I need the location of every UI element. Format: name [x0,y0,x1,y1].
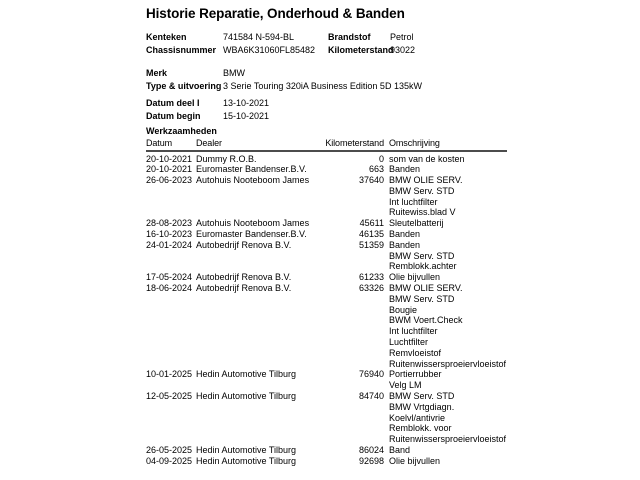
table-row [146,164,507,175]
row-km: 63326 [358,283,384,294]
table-row [146,391,507,445]
row-descriptions [384,164,507,175]
row-descriptions [384,456,507,467]
table-row [146,445,507,456]
description-line: som van de kosten [389,153,465,164]
description-line: BWM Voert.Check [389,315,463,326]
report-content [146,0,636,467]
row-date: 16-10-2023 [146,229,193,240]
table-row [146,218,507,229]
row-dealer: Hedin Automotive Tilburg [196,445,297,456]
description-line: BMW Serv. STD [389,185,455,196]
type-value: 3 Serie Touring 320iA Business Edition 5D 135kW [223,81,422,91]
row-descriptions [384,445,507,456]
description-line: Ruitewiss.blad V [389,207,456,218]
description-line: Sleutelbatterij [389,218,444,229]
row-dealer: Autobedrijf Renova B.V. [196,283,292,294]
row-descriptions [384,240,507,272]
row-date: 04-09-2025 [146,455,193,466]
description-line: Remblokk.achter [389,261,457,272]
row-date: 26-06-2023 [146,175,193,186]
row-dealer: Autohuis Nooteboom James [196,218,310,229]
description-line: Koelvl/antivrie [389,412,446,423]
description-line: Int luchtfilter [389,326,438,337]
row-date: 18-06-2024 [146,283,193,294]
table-row [146,369,507,391]
description-line: Olie bijvullen [389,272,441,283]
dates-section [146,97,636,123]
description-line: Olie bijvullen [389,455,441,466]
row-date: 20-10-2021 [146,164,193,175]
row-km: 51359 [358,239,384,250]
chassisnummer-label: Chassisnummer [146,45,217,55]
row-date: 24-01-2024 [146,239,193,250]
description-line: BMW OLIE SERV. [389,283,463,294]
row-date: 12-05-2025 [146,391,193,402]
description-line: BMW Serv. STD [389,293,455,304]
row-km: 37640 [358,175,384,186]
werkzaamheden-title: Werkzaamheden [146,126,217,136]
kilometerstand-value: 93022 [390,45,416,55]
table-row [146,272,507,283]
kenteken-value: 741584 N-594-BL [223,32,295,42]
row-dealer: Hedin Automotive Tilburg [196,369,297,380]
row-descriptions [384,154,507,165]
table-row [146,283,507,369]
description-line: Ruitenwissersproeiervloeistof [389,358,507,369]
table-row [146,240,507,272]
row-descriptions [384,175,507,218]
datum-deel-label: Datum deel I [146,98,200,108]
chassisnummer-value: WBA6K31060FL85482 [223,45,316,55]
row-km: 46135 [358,229,384,240]
work-table-body [146,154,507,467]
row-date: 17-05-2024 [146,272,193,283]
kilometerstand-label: Kilometerstand [328,45,394,55]
row-dealer: Dummy R.O.B. [196,153,257,164]
description-line: BMW OLIE SERV. [389,175,463,186]
description-line: Banden [389,164,421,175]
table-row [146,229,507,240]
row-date: 20-10-2021 [146,153,193,164]
datum-begin-label: Datum begin [146,111,201,121]
row-descriptions [384,272,507,283]
description-line: Bougie [389,304,418,315]
description-line: Banden [389,229,421,240]
description-line: Int luchtfilter [389,196,438,207]
work-table [146,138,507,467]
type-label: Type & uitvoering [146,81,222,91]
merk-label: Merk [146,68,168,78]
row-date: 26-05-2025 [146,445,193,456]
description-line: Velg LM [389,380,422,391]
row-descriptions [384,369,507,391]
table-row [146,175,507,218]
work-table-header [146,138,507,152]
row-date: 10-01-2025 [146,369,193,380]
row-dealer: Euromaster Bandenser.B.V. [196,229,307,240]
merk-value: BMW [223,68,245,78]
datum-begin-value: 15-10-2021 [223,111,270,121]
vehicle-id-section [146,31,636,57]
row-descriptions [384,391,507,445]
header-omschrijving: Omschrijving [389,138,440,148]
description-line: BMW Serv. STD [389,391,455,402]
row-km: 0 [378,153,384,164]
row-dealer: Autobedrijf Renova B.V. [196,272,292,283]
header-dealer: Dealer [196,138,222,148]
row-km: 92698 [358,455,384,466]
row-descriptions [384,218,507,229]
description-line: Remblokk. voor [389,423,452,434]
description-line: BMW Vrtgdiagn. [389,401,455,412]
row-dealer: Hedin Automotive Tilburg [196,391,297,402]
description-line: Remvloeistof [389,347,442,358]
row-dealer: Autobedrijf Renova B.V. [196,239,292,250]
row-dealer: Euromaster Bandenser.B.V. [196,164,307,175]
brandstof-label: Brandstof [328,32,371,42]
row-descriptions [384,283,507,369]
table-row [146,456,507,467]
row-km: 84740 [358,391,384,402]
row-km: 663 [368,164,384,175]
row-km: 86024 [358,445,384,456]
description-line: BMW Serv. STD [389,250,455,261]
header-datum: Datum [146,138,173,148]
row-km: 45611 [359,218,384,229]
row-dealer: Autohuis Nooteboom James [196,175,310,186]
vehicle-type-section [146,67,636,93]
row-dealer: Hedin Automotive Tilburg [196,455,297,466]
description-line: Ruitenwissersproeiervloeistof [389,434,507,445]
page-title: Historie Reparatie, Onderhoud & Banden [146,6,405,21]
description-line: Luchtfilter [389,337,429,348]
description-line: Banden [389,239,421,250]
header-kilometerstand: Kilometerstand [325,138,384,148]
brandstof-value: Petrol [390,32,414,42]
row-km: 76940 [358,369,384,380]
datum-deel-value: 13-10-2021 [223,98,270,108]
kenteken-label: Kenteken [146,32,187,42]
table-row [146,154,507,165]
row-date: 28-08-2023 [146,218,193,229]
row-descriptions [384,229,507,240]
description-line: Band [389,445,411,456]
row-km: 61233 [358,272,384,283]
description-line: Portierrubber [389,369,442,380]
